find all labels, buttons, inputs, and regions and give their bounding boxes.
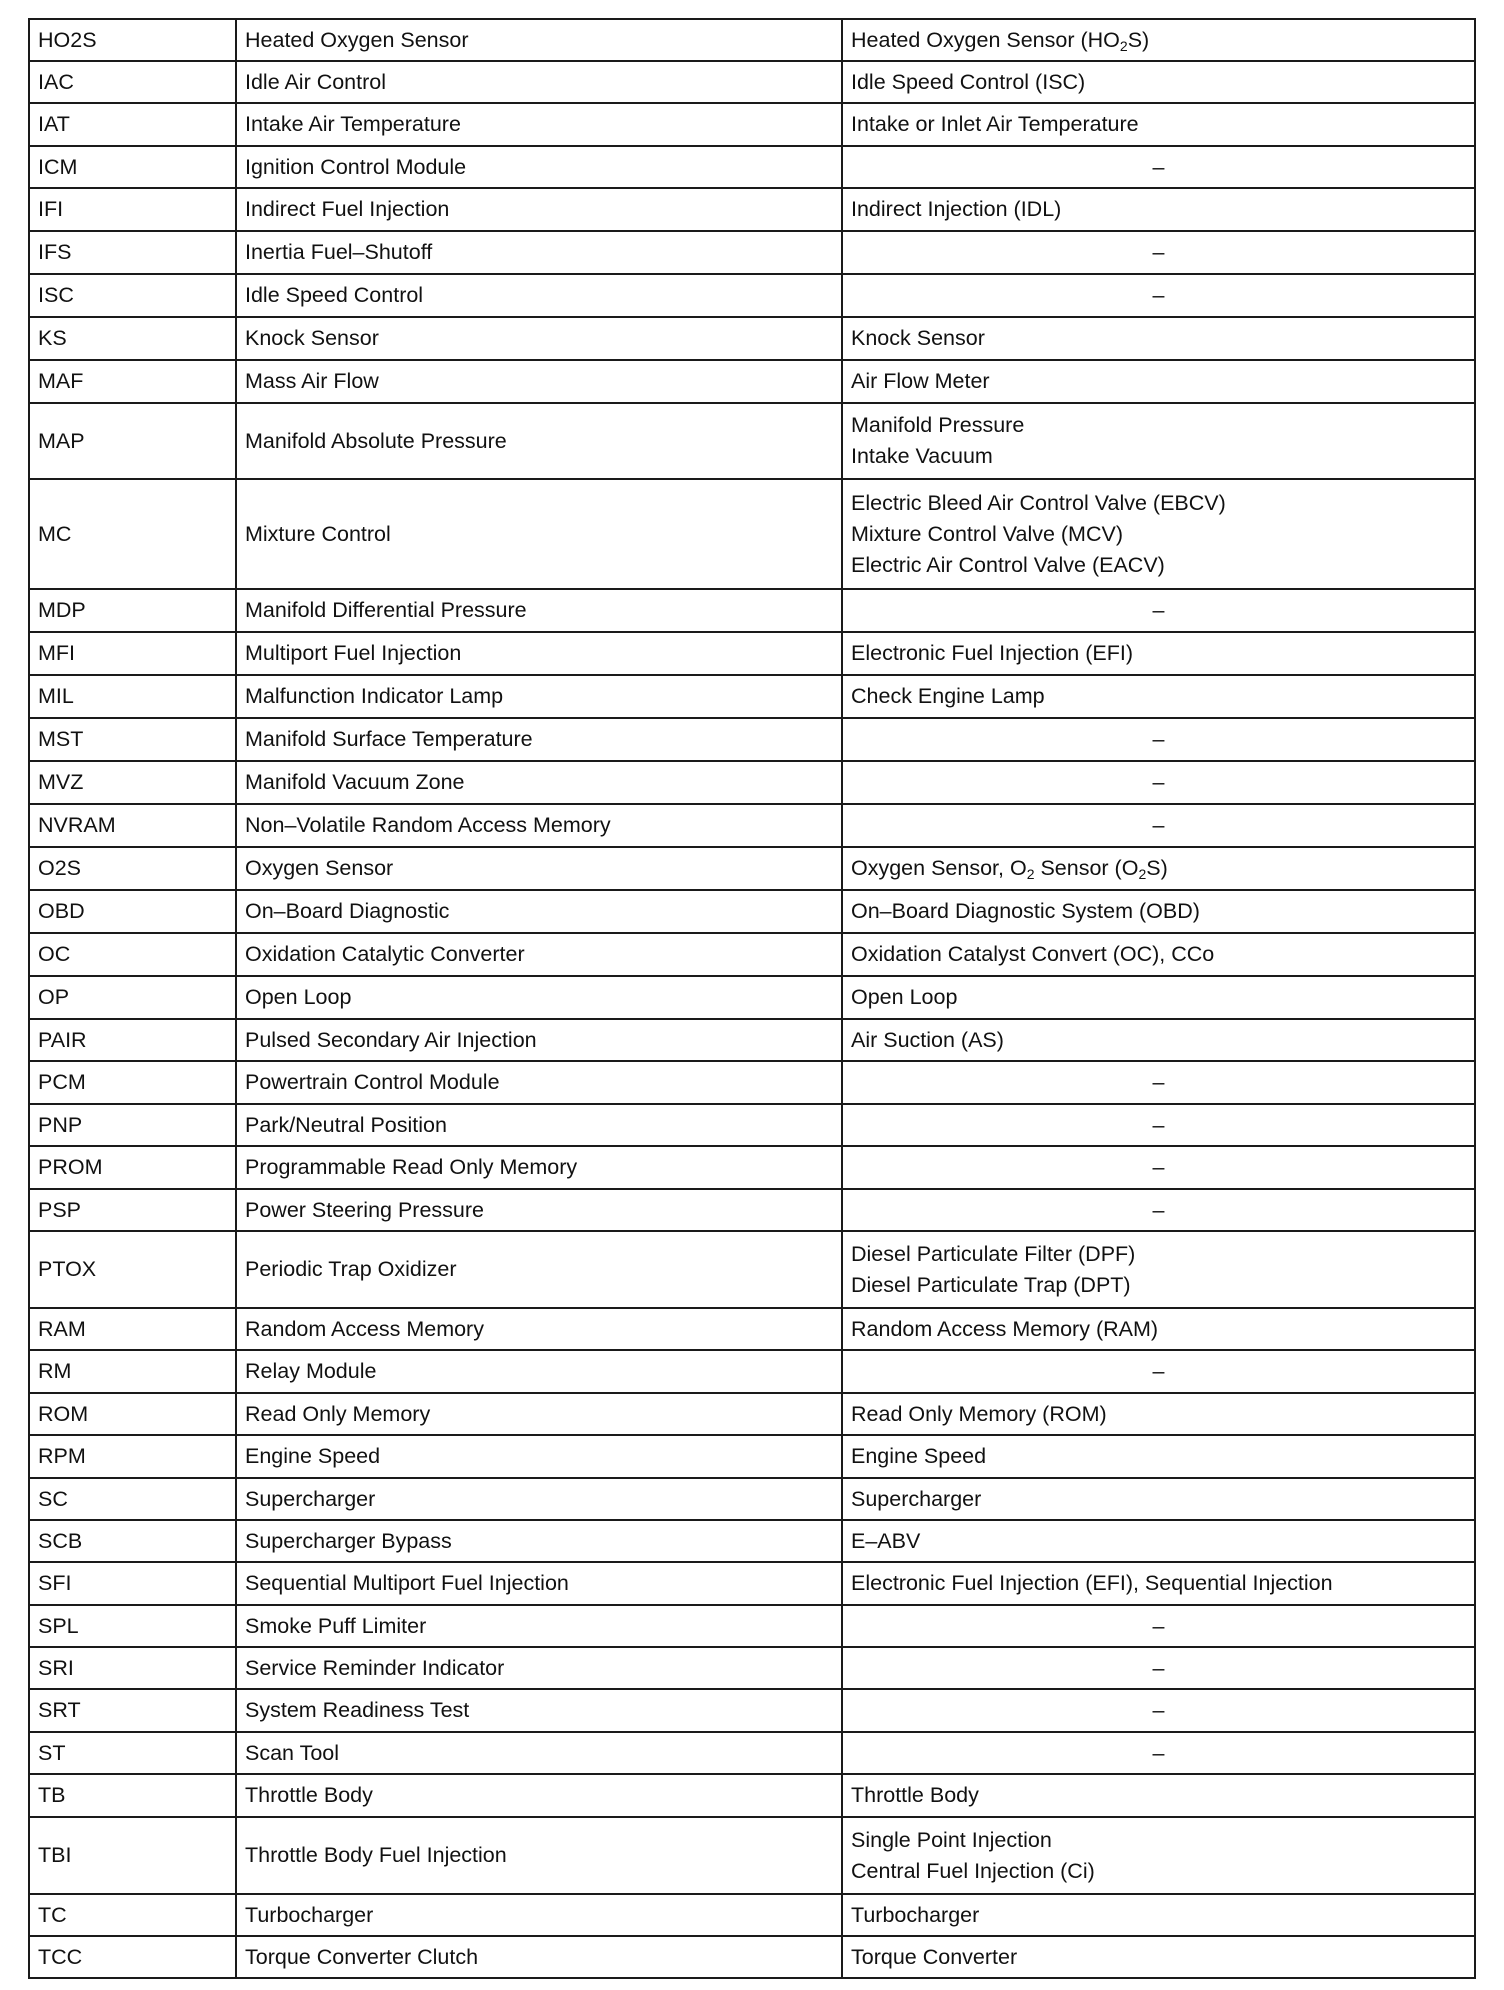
text-segment: Electronic Fuel Injection (EFI), Sequential Injection (851, 1571, 1333, 1595)
other-terminology-cell (842, 1308, 1475, 1350)
other-terminology-cell (842, 1894, 1475, 1936)
other-terminology-cell (842, 188, 1475, 231)
other-terminology-line (851, 1025, 1466, 1056)
term-cell: Engine Speed (236, 1435, 842, 1478)
other-terminology-cell (842, 1019, 1475, 1061)
other-terminology-line (851, 1856, 1466, 1887)
other-terminology-line (851, 1441, 1466, 1472)
no-equivalent-dash: – (1152, 813, 1165, 837)
other-terminology-line (851, 1942, 1466, 1973)
abbreviation-cell: MFI (29, 632, 236, 675)
table-row (29, 847, 1475, 890)
abbreviation-cell: TBI (29, 1817, 236, 1894)
term-cell: Throttle Body (236, 1774, 842, 1817)
table-row (29, 1435, 1475, 1478)
term-cell: Oxidation Catalytic Converter (236, 933, 842, 976)
other-terminology-cell (842, 589, 1475, 632)
other-terminology-line (851, 366, 1466, 397)
abbreviation-cell: ISC (29, 274, 236, 317)
term-cell: Pulsed Secondary Air Injection (236, 1019, 842, 1061)
table-row (29, 1817, 1475, 1894)
other-terminology-cell (842, 933, 1475, 976)
no-equivalent-dash: – (1152, 283, 1165, 307)
no-equivalent-dash: – (1152, 240, 1165, 264)
other-terminology-cell (842, 360, 1475, 403)
text-segment: Electric Air Control Valve (EACV) (851, 552, 1165, 577)
other-terminology-line (851, 488, 1466, 519)
text-segment: Single Point Injection (851, 1827, 1052, 1852)
abbreviation-cell: MDP (29, 589, 236, 632)
text-segment: S) (1146, 856, 1168, 880)
no-equivalent-dash: – (1152, 1613, 1165, 1638)
term-cell: Manifold Absolute Pressure (236, 403, 842, 479)
table-row (29, 1936, 1475, 1978)
abbreviation-table-body (29, 19, 1475, 1978)
text-segment: Intake Vacuum (851, 444, 993, 468)
no-equivalent-dash: – (1152, 1070, 1165, 1094)
no-equivalent-dash: – (1152, 598, 1165, 622)
table-row (29, 675, 1475, 718)
other-terminology-line (851, 441, 1466, 472)
other-terminology-line (851, 853, 1466, 884)
term-cell: Ignition Control Module (236, 146, 842, 188)
text-segment: Oxidation Catalyst Convert (OC), CCo (851, 942, 1215, 966)
abbreviation-table (28, 18, 1476, 1979)
abbreviation-cell: MST (29, 718, 236, 761)
other-terminology-cell (842, 1689, 1475, 1732)
text-segment: Read Only Memory (ROM) (851, 1401, 1107, 1426)
table-row (29, 1774, 1475, 1817)
table-row (29, 231, 1475, 274)
abbreviation-cell: SC (29, 1478, 236, 1520)
abbreviation-cell: RPM (29, 1435, 236, 1478)
term-cell: Turbocharger (236, 1894, 842, 1936)
table-row (29, 1019, 1475, 1061)
no-equivalent-dash: – (1152, 154, 1165, 179)
text-segment: Central Fuel Injection (Ci) (851, 1858, 1095, 1883)
table-row (29, 976, 1475, 1019)
abbreviation-cell: IFS (29, 231, 236, 274)
term-cell: Supercharger Bypass (236, 1520, 842, 1562)
other-terminology-cell (842, 103, 1475, 146)
other-terminology-cell (842, 1146, 1475, 1189)
text-segment: Torque Converter (851, 1944, 1018, 1969)
abbreviation-cell: OBD (29, 890, 236, 933)
abbreviation-cell: TCC (29, 1936, 236, 1978)
text-segment: Oxygen Sensor, O (851, 856, 1027, 880)
text-segment: Diesel Particulate Filter (DPF) (851, 1241, 1136, 1266)
table-row (29, 890, 1475, 933)
term-cell: Powertrain Control Module (236, 1061, 842, 1104)
abbreviation-cell: ST (29, 1732, 236, 1774)
abbreviation-cell: HO2S (29, 19, 236, 61)
abbreviation-cell: PTOX (29, 1231, 236, 1308)
term-cell: Supercharger (236, 1478, 842, 1520)
term-cell: Read Only Memory (236, 1393, 842, 1435)
abbreviation-cell: MVZ (29, 761, 236, 804)
text-segment: Check Engine Lamp (851, 684, 1045, 708)
table-row (29, 1732, 1475, 1774)
other-terminology-cell (842, 1936, 1475, 1978)
abbreviation-cell: MC (29, 479, 236, 589)
other-terminology-line (851, 1484, 1466, 1515)
term-cell: Multiport Fuel Injection (236, 632, 842, 675)
other-terminology-cell (842, 1478, 1475, 1520)
text-segment: On–Board Diagnostic System (OBD) (851, 899, 1200, 923)
other-terminology-cell (842, 403, 1475, 479)
other-terminology-cell (842, 761, 1475, 804)
text-segment: Sensor (O (1034, 856, 1139, 880)
term-cell: Programmable Read Only Memory (236, 1146, 842, 1189)
abbreviation-cell: RM (29, 1350, 236, 1393)
other-terminology-line (851, 1399, 1466, 1430)
abbreviation-cell: MAF (29, 360, 236, 403)
abbreviation-cell: IFI (29, 188, 236, 231)
term-cell: Non–Volatile Random Access Memory (236, 804, 842, 847)
text-segment: Air Flow Meter (851, 369, 990, 393)
other-terminology-cell (842, 847, 1475, 890)
other-terminology-cell (842, 675, 1475, 718)
other-terminology-cell (842, 61, 1475, 103)
table-row (29, 146, 1475, 188)
table-row (29, 1308, 1475, 1350)
other-terminology-line (851, 519, 1466, 550)
other-terminology-cell (842, 146, 1475, 188)
other-terminology-line (851, 194, 1466, 225)
abbreviation-cell: ICM (29, 146, 236, 188)
table-row (29, 360, 1475, 403)
no-equivalent-dash: – (1152, 1112, 1165, 1137)
other-terminology-line (851, 550, 1466, 581)
other-terminology-cell (842, 1393, 1475, 1435)
abbreviation-cell: SFI (29, 1562, 236, 1605)
other-terminology-cell (842, 1350, 1475, 1393)
text-segment: Knock Sensor (851, 326, 985, 350)
text-segment: S) (1127, 27, 1150, 52)
other-terminology-cell (842, 1520, 1475, 1562)
text-segment: Engine Speed (851, 1444, 987, 1468)
term-cell: Throttle Body Fuel Injection (236, 1817, 842, 1894)
other-terminology-line (851, 1568, 1466, 1599)
term-cell: Manifold Vacuum Zone (236, 761, 842, 804)
other-terminology-cell (842, 1435, 1475, 1478)
abbreviation-cell: SCB (29, 1520, 236, 1562)
text-segment: Open Loop (851, 985, 958, 1009)
term-cell: Knock Sensor (236, 317, 842, 360)
abbreviation-cell: MAP (29, 403, 236, 479)
term-cell: Heated Oxygen Sensor (236, 19, 842, 61)
other-terminology-cell (842, 890, 1475, 933)
other-terminology-line (851, 67, 1466, 98)
term-cell: Manifold Differential Pressure (236, 589, 842, 632)
term-cell: Indirect Fuel Injection (236, 188, 842, 231)
table-row (29, 274, 1475, 317)
text-segment: Indirect Injection (IDL) (851, 197, 1062, 221)
text-segment: Manifold Pressure (851, 413, 1025, 437)
no-equivalent-dash: – (1152, 770, 1165, 794)
abbreviation-cell: IAT (29, 103, 236, 146)
term-cell: Sequential Multiport Fuel Injection (236, 1562, 842, 1605)
text-segment: Heated Oxygen Sensor (HO (851, 27, 1120, 52)
other-terminology-line (851, 939, 1466, 970)
table-row (29, 1231, 1475, 1308)
subscript-text: 2 (1026, 866, 1035, 882)
term-cell: Inertia Fuel–Shutoff (236, 231, 842, 274)
term-cell: On–Board Diagnostic (236, 890, 842, 933)
table-row (29, 19, 1475, 61)
text-segment: Electric Bleed Air Control Valve (EBCV) (851, 490, 1226, 515)
term-cell: Power Steering Pressure (236, 1189, 842, 1231)
abbreviation-cell: IAC (29, 61, 236, 103)
text-segment: Diesel Particulate Trap (DPT) (851, 1272, 1131, 1297)
abbreviation-cell: SRI (29, 1647, 236, 1689)
no-equivalent-dash: – (1152, 1197, 1165, 1222)
term-cell: Smoke Puff Limiter (236, 1605, 842, 1647)
abbreviation-cell: ROM (29, 1393, 236, 1435)
other-terminology-cell (842, 718, 1475, 761)
table-row (29, 103, 1475, 146)
term-cell: Park/Neutral Position (236, 1104, 842, 1146)
other-terminology-cell (842, 1104, 1475, 1146)
table-row (29, 61, 1475, 103)
other-terminology-cell (842, 976, 1475, 1019)
table-row (29, 632, 1475, 675)
table-row (29, 804, 1475, 847)
other-terminology-line (851, 1526, 1466, 1557)
no-equivalent-dash: – (1152, 1359, 1165, 1383)
abbreviation-cell: NVRAM (29, 804, 236, 847)
term-cell: Oxygen Sensor (236, 847, 842, 890)
table-row (29, 479, 1475, 589)
subscript-text: 2 (1138, 866, 1147, 882)
other-terminology-cell (842, 1732, 1475, 1774)
abbreviation-cell: RAM (29, 1308, 236, 1350)
no-equivalent-dash: – (1152, 1155, 1165, 1179)
term-cell: System Readiness Test (236, 1689, 842, 1732)
term-cell: Periodic Trap Oxidizer (236, 1231, 842, 1308)
other-terminology-cell (842, 1647, 1475, 1689)
abbreviation-cell: OC (29, 933, 236, 976)
term-cell: Idle Air Control (236, 61, 842, 103)
term-cell: Mass Air Flow (236, 360, 842, 403)
abbreviation-cell: KS (29, 317, 236, 360)
abbreviation-cell: PSP (29, 1189, 236, 1231)
table-row (29, 1393, 1475, 1435)
other-terminology-line (851, 1900, 1466, 1931)
no-equivalent-dash: – (1152, 1655, 1165, 1680)
term-cell: Open Loop (236, 976, 842, 1019)
table-row (29, 1146, 1475, 1189)
table-row (29, 1647, 1475, 1689)
other-terminology-cell (842, 317, 1475, 360)
abbreviation-cell: TC (29, 1894, 236, 1936)
table-row (29, 1350, 1475, 1393)
text-segment: Air Suction (AS) (851, 1027, 1004, 1052)
abbreviation-table-sheet (28, 18, 1474, 1979)
table-row (29, 1061, 1475, 1104)
table-row (29, 1894, 1475, 1936)
abbreviation-cell: OP (29, 976, 236, 1019)
other-terminology-line (851, 1825, 1466, 1856)
other-terminology-cell (842, 1189, 1475, 1231)
other-terminology-line (851, 982, 1466, 1013)
other-terminology-cell (842, 632, 1475, 675)
other-terminology-line (851, 1270, 1466, 1301)
no-equivalent-dash: – (1152, 1740, 1165, 1765)
table-row (29, 403, 1475, 479)
other-terminology-cell (842, 1562, 1475, 1605)
table-row (29, 1478, 1475, 1520)
other-terminology-cell (842, 804, 1475, 847)
no-equivalent-dash: – (1152, 1698, 1165, 1722)
table-row (29, 589, 1475, 632)
other-terminology-line (851, 1239, 1466, 1270)
term-cell: Manifold Surface Temperature (236, 718, 842, 761)
text-segment: Throttle Body (851, 1783, 979, 1807)
abbreviation-cell: TB (29, 1774, 236, 1817)
other-terminology-line (851, 323, 1466, 354)
other-terminology-cell (842, 231, 1475, 274)
other-terminology-line (851, 25, 1466, 56)
other-terminology-line (851, 896, 1466, 927)
text-segment: E–ABV (851, 1528, 921, 1553)
term-cell: Malfunction Indicator Lamp (236, 675, 842, 718)
table-row (29, 1104, 1475, 1146)
other-terminology-line (851, 1314, 1466, 1345)
abbreviation-cell: SPL (29, 1605, 236, 1647)
no-equivalent-dash: – (1152, 727, 1165, 751)
term-cell: Mixture Control (236, 479, 842, 589)
text-segment: Intake or Inlet Air Temperature (851, 112, 1139, 136)
other-terminology-cell (842, 1774, 1475, 1817)
term-cell: Idle Speed Control (236, 274, 842, 317)
table-row (29, 761, 1475, 804)
abbreviation-cell: MIL (29, 675, 236, 718)
abbreviation-cell: PAIR (29, 1019, 236, 1061)
table-row (29, 317, 1475, 360)
other-terminology-line (851, 681, 1466, 712)
other-terminology-cell (842, 274, 1475, 317)
abbreviation-cell: O2S (29, 847, 236, 890)
abbreviation-cell: PROM (29, 1146, 236, 1189)
abbreviation-cell: PCM (29, 1061, 236, 1104)
table-row (29, 933, 1475, 976)
term-cell: Random Access Memory (236, 1308, 842, 1350)
table-row (29, 1562, 1475, 1605)
term-cell: Torque Converter Clutch (236, 1936, 842, 1978)
table-row (29, 1689, 1475, 1732)
other-terminology-line (851, 638, 1466, 669)
term-cell: Scan Tool (236, 1732, 842, 1774)
text-segment: Turbocharger (851, 1902, 980, 1927)
other-terminology-cell (842, 1817, 1475, 1894)
term-cell: Intake Air Temperature (236, 103, 842, 146)
other-terminology-cell (842, 479, 1475, 589)
other-terminology-line (851, 410, 1466, 441)
text-segment: Electronic Fuel Injection (EFI) (851, 641, 1133, 665)
abbreviation-cell: SRT (29, 1689, 236, 1732)
other-terminology-line (851, 109, 1466, 140)
text-segment: Random Access Memory (RAM) (851, 1316, 1159, 1341)
table-row (29, 718, 1475, 761)
table-row (29, 1189, 1475, 1231)
other-terminology-cell (842, 1061, 1475, 1104)
text-segment: Supercharger (851, 1486, 982, 1511)
term-cell: Service Reminder Indicator (236, 1647, 842, 1689)
other-terminology-cell (842, 19, 1475, 61)
table-row (29, 1520, 1475, 1562)
other-terminology-cell (842, 1231, 1475, 1308)
table-row (29, 1605, 1475, 1647)
table-row (29, 188, 1475, 231)
abbreviation-cell: PNP (29, 1104, 236, 1146)
other-terminology-line (851, 1780, 1466, 1811)
text-segment: Idle Speed Control (ISC) (851, 69, 1086, 94)
text-segment: Mixture Control Valve (MCV) (851, 521, 1123, 546)
other-terminology-cell (842, 1605, 1475, 1647)
subscript-text: 2 (1119, 37, 1128, 54)
term-cell: Relay Module (236, 1350, 842, 1393)
